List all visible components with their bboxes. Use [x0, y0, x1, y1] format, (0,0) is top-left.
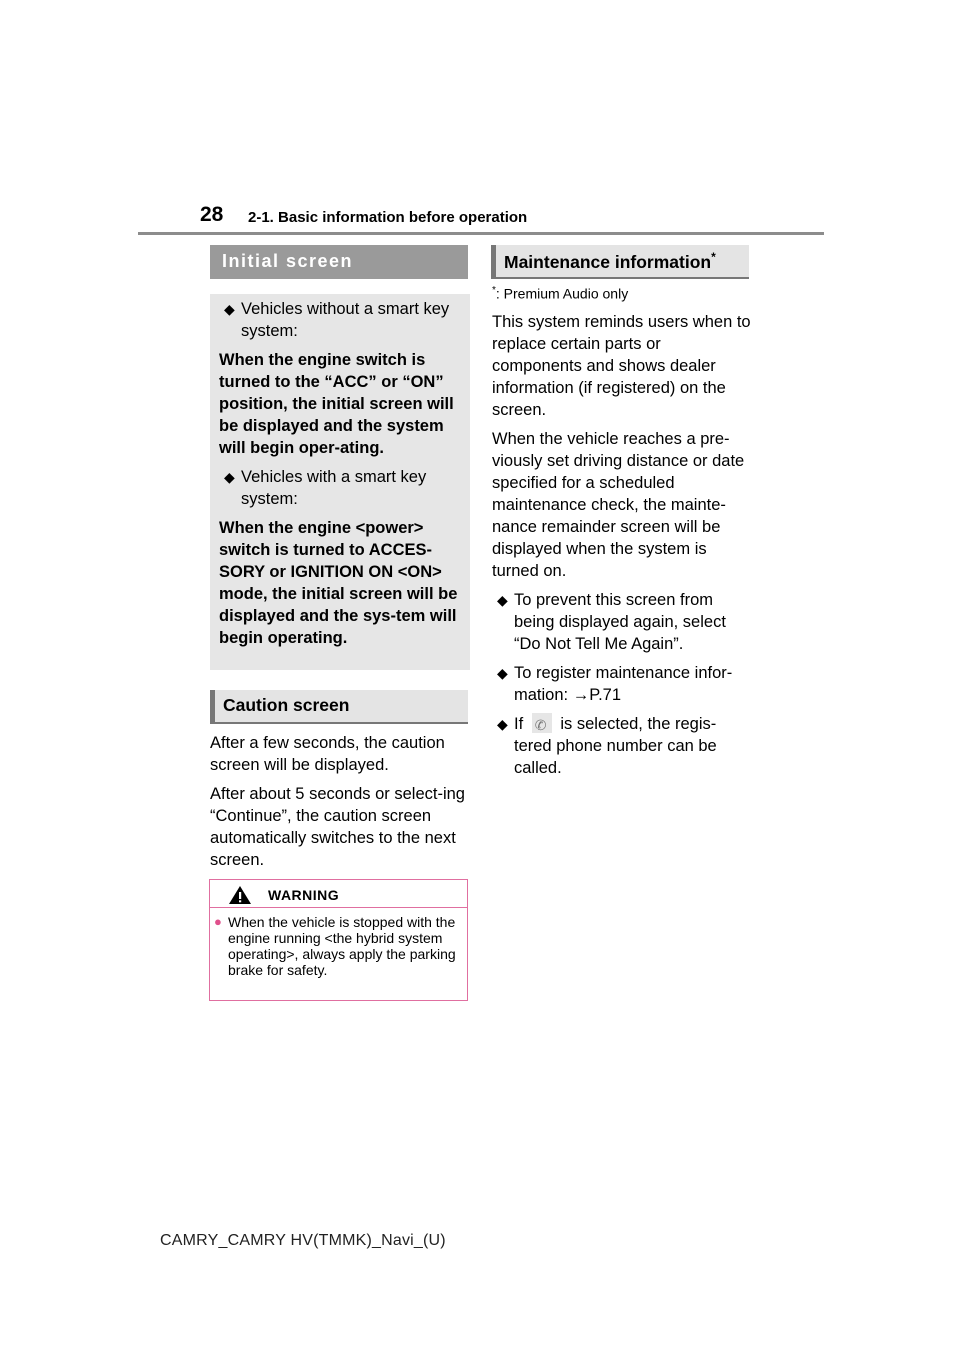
caution-screen-title: Caution screen: [223, 695, 350, 715]
page-reference-link[interactable]: →P.71: [572, 686, 622, 704]
header-divider: [138, 232, 824, 235]
warning-text: When the vehicle is stopped with the engine running <the hybrid system operating>, always apply the parking brake for safety.: [228, 914, 456, 978]
footer-doc-id: CAMRY_CAMRY HV(TMMK)_Navi_(U): [160, 1232, 446, 1249]
caution-screen-heading: [210, 690, 468, 724]
initial-screen-para: When the engine switch is turned to the “ACC” or “ON” position, the initial screen will be displayed and the system will begin oper-ating.: [219, 351, 454, 457]
bullet-icon: ●: [214, 914, 222, 929]
maintenance-title: Maintenance information: [504, 251, 712, 272]
footnote-mark: *: [492, 285, 496, 296]
maintenance-para: When the vehicle reaches a pre-viously set driving distance or date specified for a scheduled maintenance check, the mainte-nance remainder screen will be displayed when the system is turned on.: [492, 430, 745, 580]
bullet-text: If: [514, 715, 528, 733]
caution-para: After about 5 seconds or select-ing “Continue”, the caution screen automatically switches to the next screen.: [210, 785, 465, 869]
footnote-text: : Premium Audio only: [495, 285, 629, 302]
caution-para: After a few seconds, the caution screen will be displayed.: [210, 734, 445, 774]
initial-screen-para: When the engine <power> switch is turned to ACCES-SORY or IGNITION ON <ON> mode, the initial screen will be displayed and the sys-tem will begin operating.: [219, 519, 458, 647]
asterisk-mark: *: [711, 250, 716, 264]
maintenance-para: This system reminds users when to replace certain parts or components and shows dealer information (if registered) on the screen.: [492, 313, 751, 419]
diamond-bullet-icon: ◆: [497, 716, 508, 732]
diamond-bullet-icon: ◆: [497, 592, 508, 608]
list-item: [219, 466, 465, 510]
page-number: 28: [200, 203, 224, 226]
bullet-text: Vehicles without a smart key system:: [241, 300, 450, 340]
list-item: [492, 713, 752, 779]
initial-screen-box: [210, 294, 470, 670]
list-item: [492, 589, 752, 655]
warning-item: [214, 914, 464, 978]
warning-header: [210, 880, 467, 908]
warning-triangle-icon: [228, 885, 252, 905]
warning-title: WARNING: [268, 887, 340, 903]
section-title: 2-1. Basic information before operation: [248, 209, 528, 226]
bullet-text: Vehicles with a smart key system:: [241, 468, 427, 508]
initial-screen-title: Initial screen: [222, 251, 354, 271]
list-item: [492, 662, 752, 706]
maintenance-body: [492, 311, 752, 786]
phone-button-icon: ✆: [532, 713, 552, 733]
footnote: [492, 285, 628, 302]
list-item: [219, 298, 465, 342]
bullet-text-wrap: [514, 713, 752, 779]
initial-screen-heading: [210, 245, 468, 279]
caution-screen-body: [210, 732, 468, 878]
maintenance-heading: [491, 245, 749, 279]
bullet-text-wrap: [514, 662, 752, 706]
diamond-bullet-icon: ◆: [224, 469, 235, 485]
diamond-bullet-icon: ◆: [224, 301, 235, 317]
diamond-bullet-icon: ◆: [497, 665, 508, 681]
bullet-text: is selected, the regis-tered phone number can be called.: [514, 715, 717, 777]
warning-box: [209, 879, 468, 1001]
bullet-text: To register maintenance infor-mation:: [514, 664, 733, 704]
maintenance-title-wrap: [504, 250, 716, 273]
bullet-text: To prevent this screen from being displayed again, select “Do Not Tell Me Again”.: [514, 591, 726, 653]
